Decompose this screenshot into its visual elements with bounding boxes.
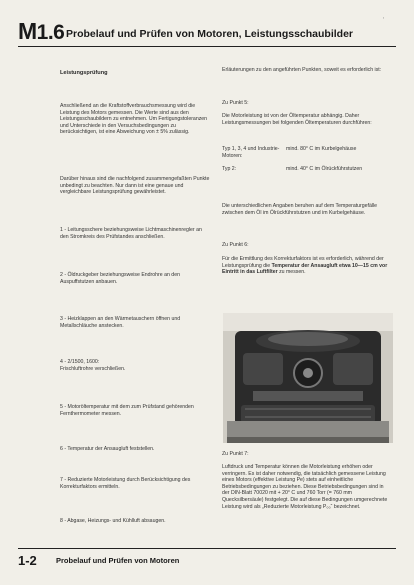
section-code — [18, 18, 64, 45]
footer-title: Probelauf und Prüfen von Motoren — [56, 556, 180, 565]
header-rule — [18, 46, 396, 47]
point-5-note: Die unterschiedlichen Angaben beruhen auf dem Temperaturgefälle zwischen dem Öl im Ölrückführstutzen und im Kurbelgehäuse. — [222, 203, 378, 216]
list-item-8: 8 - Abgase, Heizungs- und Kühlluft absaugen. — [60, 518, 166, 524]
point-7-text: Luftdruck und Temperatur können die Motorleistung erhöhen oder verringern. Es ist daher notwendig, die tatsächlich gemessene Leistung eines Motors (effektive Leistung Pe) stets auf einheitliche Betriebsbedingungen zu beziehen. Diese Betriebsbedingungen sind in der DIN-Blatt 70020 mit + 20° C und 760 Torr (= 760 mm Quecksilbersäule) festgelegt. Die auf diese Bedingungen umgerechnete Leistung wird als „Reduzierte Motorleistung P₀₀“ bezeichnet. — [222, 464, 388, 510]
left-heading: Leistungsprüfung — [60, 70, 108, 76]
footer-rule — [18, 548, 396, 549]
page-title: Probelauf und Prüfen von Motoren, Leistungsschaubilder — [66, 28, 354, 40]
oil-temperature: mind. 80° C im Kurbelgehäuse — [286, 146, 357, 152]
list-item-5: 5 - Motoröltemperatur mit dem zum Prüfstand gehörenden Fernthermometer messen. — [60, 404, 194, 417]
section-code-number: 1.6 — [36, 21, 65, 44]
list-item-4: 4 - 2/1500, 1600: Frischluftrohre verschließen. — [60, 359, 126, 372]
point-5-text: Die Motorleistung ist von der Öltemperatur abhängig. Daher Leistungsmessungen bei folgenden Öltemperaturen durchführen: — [222, 113, 372, 126]
page-number: 1-2 — [18, 553, 37, 568]
temperature-row — [222, 166, 390, 173]
left-intro: Anschließend an die Kraftstoffverbrauchsmessung wird die Leistung des Motors gemessen. Die Werte sind aus den Leistungsschaubildern zu entnehmen. Um Fertigungstoleranzen und Unterschiede in den Versuchsbedingungen zu berücksichtigen, ist eine Abweichung von ± 5% zulässig. — [60, 103, 208, 136]
engine-type: Typ 2: — [222, 166, 237, 173]
list-item-7: 7 - Reduzierte Motorleistung durch Berücksichtigung des Korrekturfaktors ermitteln. — [60, 477, 191, 490]
engine-type: Typ 1, 3, 4 und Industrie-Motoren: — [222, 146, 280, 159]
point-6-text — [222, 256, 390, 276]
left-notice: Darüber hinaus sind die nachfolgend zusammengefaßten Punkte unbedingt zu beachten. Nur dann ist eine genaue und vergleichbare Leistungsprüfung gewährleistet. — [60, 176, 210, 196]
engine-photo — [223, 313, 393, 443]
engine-illustration — [223, 313, 393, 443]
list-item-3: 3 - Heizklappen an den Wärmetauschern öffnen und Metallschläuche anstecken. — [60, 316, 181, 329]
right-intro: Erläuterungen zu den angeführten Punkten, soweit es erforderlich ist: — [222, 67, 382, 73]
list-item-6: 6 - Temperatur der Ansaugluft feststellen. — [60, 446, 155, 452]
list-item-2: 2 - Öldruckgeber beziehungsweise Endrohre an den Auspuffstutzen anbauen. — [60, 272, 180, 285]
section-code-prefix: M — [18, 18, 37, 44]
temperature-row — [222, 146, 390, 159]
temperature-table — [222, 146, 390, 173]
point-7-label: Zu Punkt 7: — [222, 451, 249, 457]
point-6-text-b: zu messen. — [277, 269, 306, 276]
point-6-label: Zu Punkt 6: — [222, 242, 249, 248]
oil-temperature: mind. 40° C im Ölrückführstutzen — [286, 166, 363, 173]
corner-mark: ‚ — [383, 14, 385, 20]
point-5-label: Zu Punkt 5: — [222, 100, 249, 106]
point-6-text-bold: Temperatur der Ansaugluft etwa 10—15 cm vor Eintritt in das Luftfilter — [222, 262, 388, 276]
list-item-1: 1 - Leitungsschere beziehungsweise Lichtmaschinenregler an den Stromkreis des Prüfstandes anschließen. — [60, 227, 202, 240]
point-6-text-a: Für die Ermittlung des Korrekturfaktors ist es erforderlich, während der Leistungsprüfung die — [222, 256, 384, 269]
